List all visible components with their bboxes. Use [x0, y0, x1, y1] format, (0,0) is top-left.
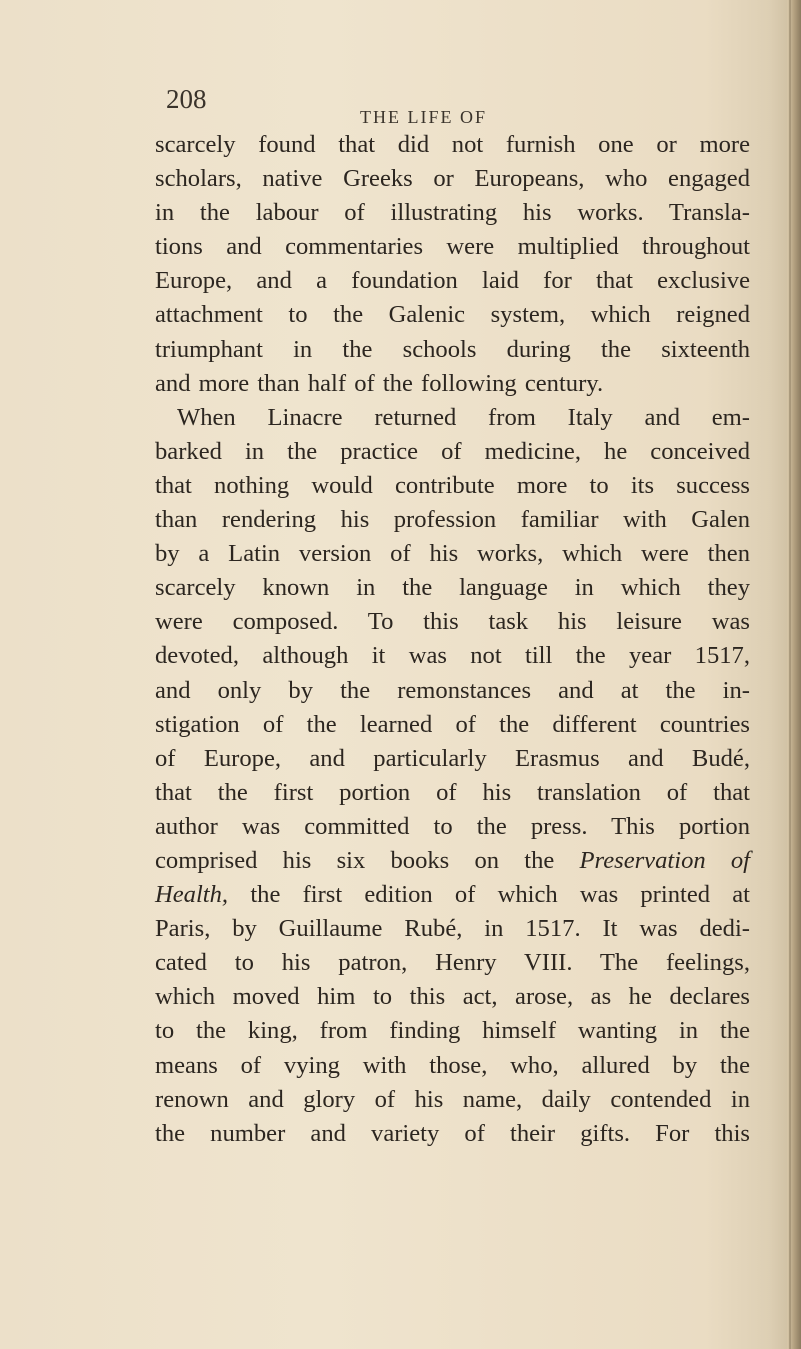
- text-line: triumphant in the schools during the sixteenth: [155, 335, 750, 363]
- text-line: than rendering his profession familiar with Galen: [155, 506, 750, 534]
- running-head: THE LIFE OF: [360, 107, 487, 127]
- body-text: [155, 128, 750, 1151]
- text-line: and only by the remonstances and at the in-: [155, 676, 750, 704]
- text-fragment: the first edition of which was printed at: [250, 881, 750, 909]
- paragraph-start-line: When Linacre returned from Italy and em-: [177, 403, 750, 431]
- text-fragment: comprised his six books on the: [155, 846, 555, 874]
- text-line: to the king, from finding himself wanting in the: [155, 1017, 750, 1045]
- page-number: 208: [166, 84, 207, 114]
- italic-title-fragment: Health,: [155, 881, 229, 909]
- text-line: the number and variety of their gifts. For this: [155, 1119, 750, 1147]
- text-line: were composed. To this task his leisure was: [155, 608, 750, 636]
- text-line: which moved him to this act, arose, as he declares: [155, 983, 750, 1011]
- text-line-with-italic: [155, 878, 750, 912]
- text-line: and more than half of the following century.: [155, 369, 604, 397]
- text-line: stigation of the learned of the different countries: [155, 710, 750, 738]
- text-line: scholars, native Greeks or Europeans, who engaged: [155, 165, 750, 193]
- text-line: in the labour of illustrating his works. Transla-: [155, 199, 750, 227]
- text-line: of Europe, and particularly Erasmus and Budé,: [155, 744, 750, 772]
- text-line: devoted, although it was not till the year 1517,: [155, 642, 750, 670]
- text-line: tions and commentaries were multiplied throughout: [155, 233, 750, 261]
- text-line: Europe, and a foundation laid for that exclusive: [155, 267, 750, 295]
- text-line: that the first portion of his translation of that: [155, 778, 750, 806]
- text-line: scarcely known in the language in which they: [155, 574, 750, 602]
- text-line-with-italic: [155, 844, 750, 878]
- text-line: renown and glory of his name, daily contended in: [155, 1085, 750, 1113]
- text-line: scarcely found that did not furnish one or more: [155, 131, 750, 158]
- text-line: by a Latin version of his works, which were then: [155, 540, 750, 568]
- page-edge-line: [789, 0, 791, 1349]
- text-line: cated to his patron, Henry VIII. The feelings,: [155, 949, 750, 977]
- italic-title-fragment: Preservation of: [579, 846, 750, 874]
- text-line: barked in the practice of medicine, he conceived: [155, 437, 750, 465]
- text-line: author was committed to the press. This portion: [155, 812, 750, 840]
- text-line: means of vying with those, who, allured by the: [155, 1051, 750, 1079]
- text-line: Paris, by Guillaume Rubé, in 1517. It was dedi-: [155, 915, 750, 943]
- text-line: that nothing would contribute more to its success: [155, 471, 750, 499]
- text-line: attachment to the Galenic system, which reigned: [155, 301, 750, 329]
